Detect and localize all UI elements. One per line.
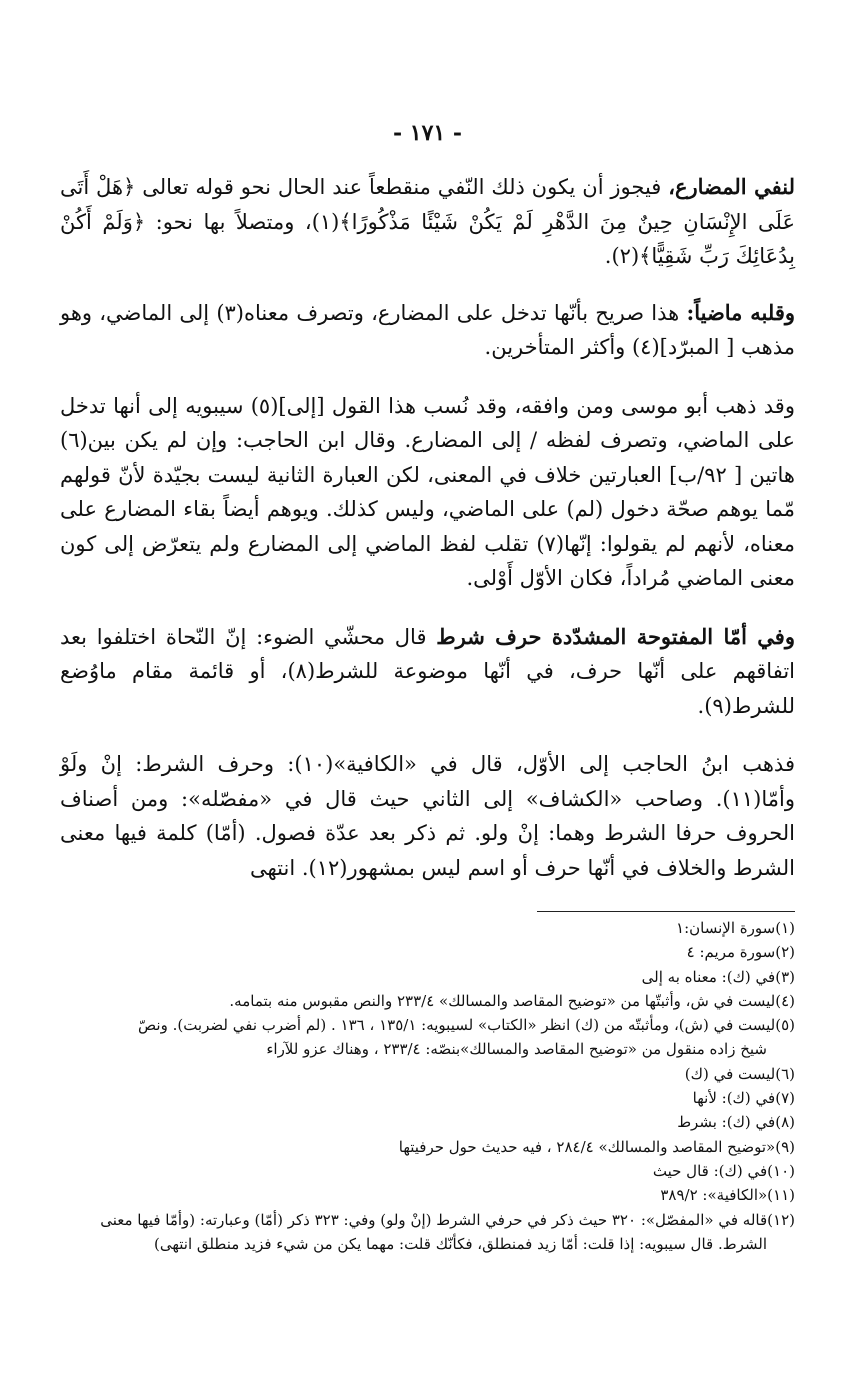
paragraph-4-lead: وفي أمّا المفتوحة المشدّدة حرف شرط	[436, 623, 795, 649]
footnote-12	[60, 1208, 795, 1257]
footnote-2: (٢)سورة مريم: ٤	[686, 943, 795, 962]
footnote-7: (٧)في (ك): لأنها	[692, 1089, 795, 1108]
paragraph-1	[60, 170, 795, 274]
footnote-8: (٨)في (ك): بشرط	[677, 1113, 795, 1132]
footnote-5	[60, 1013, 795, 1062]
paragraph-3	[60, 389, 795, 596]
footnote-3: (٣)في (ك): معناه به إلى	[641, 967, 795, 986]
paragraph-2	[60, 296, 795, 365]
footnote-6: (٦)ليست في (ك)	[684, 1064, 795, 1083]
footnote-9: (٩)«توضيح المقاصد والمسالك» ٢٨٤/٤ ، فيه حديث حول حرفيتها	[398, 1137, 795, 1156]
page-number: - ١٧١ -	[392, 120, 463, 146]
footnote-4: (٤)ليست في ش، وأثبتّها من «توضيح المقاصد والمسالك» ٢٣٣/٤ والنص مقبوس منه بتمامه.	[229, 991, 795, 1010]
footnote-separator	[537, 911, 795, 912]
paragraph-2-text: هذا صريح بأنّها تدخل على المضارع، وتصرف معناه(٣) إلى الماضي، وهو مذهب [ المبرّد](٤) وأكثر المتأخرين.	[60, 300, 795, 359]
footnote-5-text: (٥)ليست في (ش)، ومأثبتّه من (ك) انظر «الكتاب» لسيبويه: ١٣٥/١ ، ١٣٦ . (لم أضرب نفي لضربت). ونصّ	[138, 1016, 795, 1035]
paragraph-4-text: قال محشّي الضوء: إنّ النّحاة اختلفوا بعد اتفاقهم على أنّها حرف، في أنّها موضوعة للشرط(٨)، أو قائمة مقام ماوُضع للشرط(٩).	[60, 624, 795, 718]
paragraph-4	[60, 620, 795, 724]
paragraph-5	[60, 747, 795, 885]
footnote-12-continuation: الشرط. قال سيبويه: إذا قلت: أمّا زيد فمنطلق، فكأنّك قلت: مهما يكن من شيء فزيد منطلق انتهى)	[154, 1234, 767, 1253]
footnote-12-text: (١٢)قاله في «المفصّل»: ٣٢٠ حيث ذكر في حرفي الشرط (إنْ ولو) وفي: ٣٢٣ ذكر (أمّا) وعبارته: (وأمّا فيها معنى	[100, 1210, 795, 1229]
footnote-10: (١٠)في (ك): قال حيث	[652, 1161, 795, 1180]
paragraph-1-lead: لنفي المضارع،	[668, 174, 795, 199]
paragraph-3-text: وقد ذهب أبو موسى ومن وافقه، وقد نُسب هذا القول [إلى](٥) سيبويه إلى أنها تدخل على الماضي، وتصرف لفظه / إلى المضارع. وقال ابن الحاجب: وإن لم يكن بين(٦) هاتين [ ٩٢/ب] العبارتين خلاف في المعنى، لكن العبارة الثانية ليست بجيّدة لأنّ قولهم مّما يوهم صحّة دخول (لم) على الماضي، وليس كذلك. ويوهم أيضاً بقاء المضارع على معناه، لأنهم لم يقولوا: إنّها(٧) تقلب لفظ الماضي إلى المضارع ولم يتعرّض إلى كون معنى الماضي مُراداً، فكان الأوّل أَوْلى.	[60, 393, 795, 590]
main-text	[60, 170, 795, 909]
footnotes	[60, 916, 795, 1256]
paragraph-2-lead: وقلبه ماضياً:	[686, 299, 795, 325]
footnote-11: (١١)«الكافية»: ٣٨٩/٢	[660, 1186, 795, 1205]
paragraph-1-text: فيجوز أن يكون ذلك النّفي منقطعاً عند الحال نحو قوله تعالى ﴿هَلْ أَتَى عَلَى الإِنْسَانِ حِينٌ مِنَ الدَّهْرِ لَمْ يَكُنْ شَيْئًا مَذْكُورًا﴾(١)، ومتصلاً بها نحو: ﴿وَلَمْ أَكُنْ بِدُعَائِكَ رَبِّ شَقِيًّا﴾(٢).	[60, 175, 795, 268]
paragraph-5-text: فذهب ابنُ الحاجب إلى الأوّل، قال في «الكافية»(١٠): وحرف الشرط: إنْ ولَوْ وأمّا(١١). وصاحب «الكشاف» إلى الثاني حيث قال في «مفصّله»: ومن أصناف الحروف حرفا الشرط وهما: إنْ ولو. ثم ذكر بعد عدّة فصول. (أمّا) كلمة فيها معنى الشرط والخلاف في أنّها حرف أو اسم ليس بمشهور(١٢). انتهى	[60, 752, 795, 880]
footnote-5-continuation: شيخ زاده منقول من «توضيح المقاصد والمسالك»بنصّه: ٢٣٣/٤ ، وهناك عزو للآراء	[266, 1040, 767, 1059]
footnote-1: (١)سورة الإنسان:١	[676, 919, 795, 937]
